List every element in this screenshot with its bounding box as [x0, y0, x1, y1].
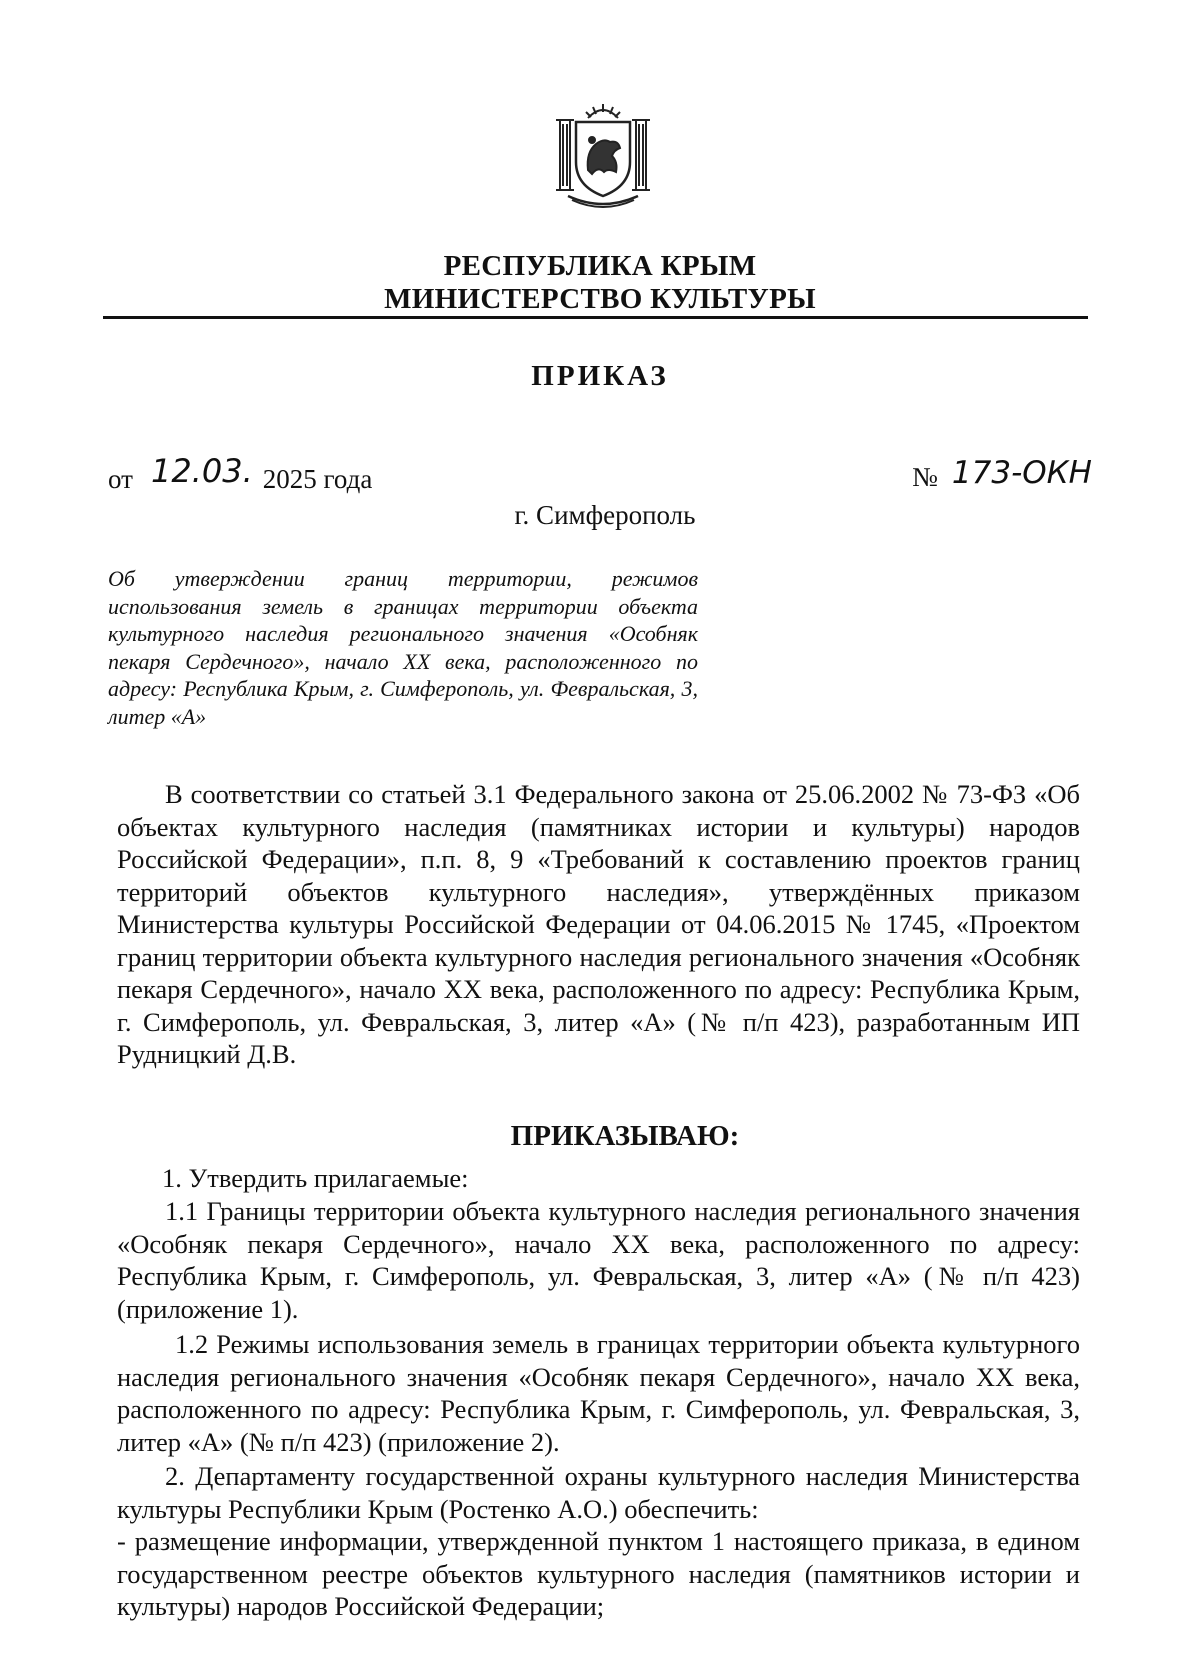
document-type-title: ПРИКАЗ: [531, 360, 669, 392]
item-2-bullet: - размещение информации, утвержденной пунктом 1 настоящего приказа, в едином государственном реестре объектов культурного наследия (памятников истории и культуры) народов Российской Федерации;: [117, 1526, 1080, 1621]
preamble-paragraph: В соответствии со статьей 3.1 Федерального закона от 25.06.2002 № 73-ФЗ «Об объектах культурного наследия (памятниках истории и культуры) народов Российской Федерации», п.п. 8, 9 «Требований к составлению проектов границ территорий объектов культурного наследия», утверждённых приказом Министерства культуры Российской Федерации от 04.06.2015 № 1745, «Проектом границ территории объекта культурного наследия регионального значения «Особняк пекаря Сердечного», начало XX века, расположенного по адресу: Республика Крым, г. Симферополь, ул. Февральская, 3, литер «А» (№ п/п 423), разработанным ИП Рудницкий Д.В.: [117, 779, 1080, 1069]
date-suffix: 2025 года: [262, 464, 373, 494]
header-divider: [103, 316, 1088, 319]
number-prefix: №: [912, 462, 938, 492]
item-2: 2. Департаменту государственной охраны культурного наследия Министерства культуры Республики Крым (Ростенко А.О.) обеспечить:: [117, 1461, 1080, 1524]
date-prefix: от: [108, 464, 133, 494]
city-name: г. Симферополь: [514, 500, 696, 530]
date-handwritten: 12.03.: [150, 452, 253, 490]
city-line: [0, 500, 1200, 531]
item-1-2: 1.2 Режимы использования земель в границах территории объекта культурного наследия регионального значения «Особняк пекаря Сердечного», начало XX века, расположенного по адресу: Республика Крым, г. Симферополь, ул. Февральская, 3, литер «А» (№ п/п 423) (приложение 2).: [117, 1329, 1080, 1457]
command-text: ПРИКАЗЫВАЮ:: [510, 1120, 740, 1152]
item-1: 1. Утвердить прилагаемые:: [162, 1163, 469, 1193]
item-1-1: 1.1 Границы территории объекта культурного наследия регионального значения «Особняк пекаря Сердечного», начало XX века, расположенного по адресу: Республика Крым, г. Симферополь, ул. Февральская, 3, литер «А» (№ п/п 423) (приложение 1).: [117, 1196, 1080, 1324]
command-heading: [0, 1120, 1200, 1153]
order-date: [108, 452, 373, 496]
org-name-line-2: МИНИСТЕРСТВО КУЛЬТУРЫ: [384, 283, 816, 315]
org-name-line-1: РЕСПУБЛИКА КРЫМ: [443, 250, 757, 282]
order-subject: Об утверждении границ территории, режимов использования земель в границах территории объекта культурного наследия регионального значения «Особняк пекаря Сердечного», начало XX века, расположенного по адресу: Республика Крым, г. Симферополь, ул. Февральская, 3, литер «А»: [108, 566, 698, 729]
number-handwritten: 173-ОКН: [951, 455, 1092, 491]
order-number: [912, 455, 1092, 494]
coat-of-arms-icon: [548, 100, 658, 212]
